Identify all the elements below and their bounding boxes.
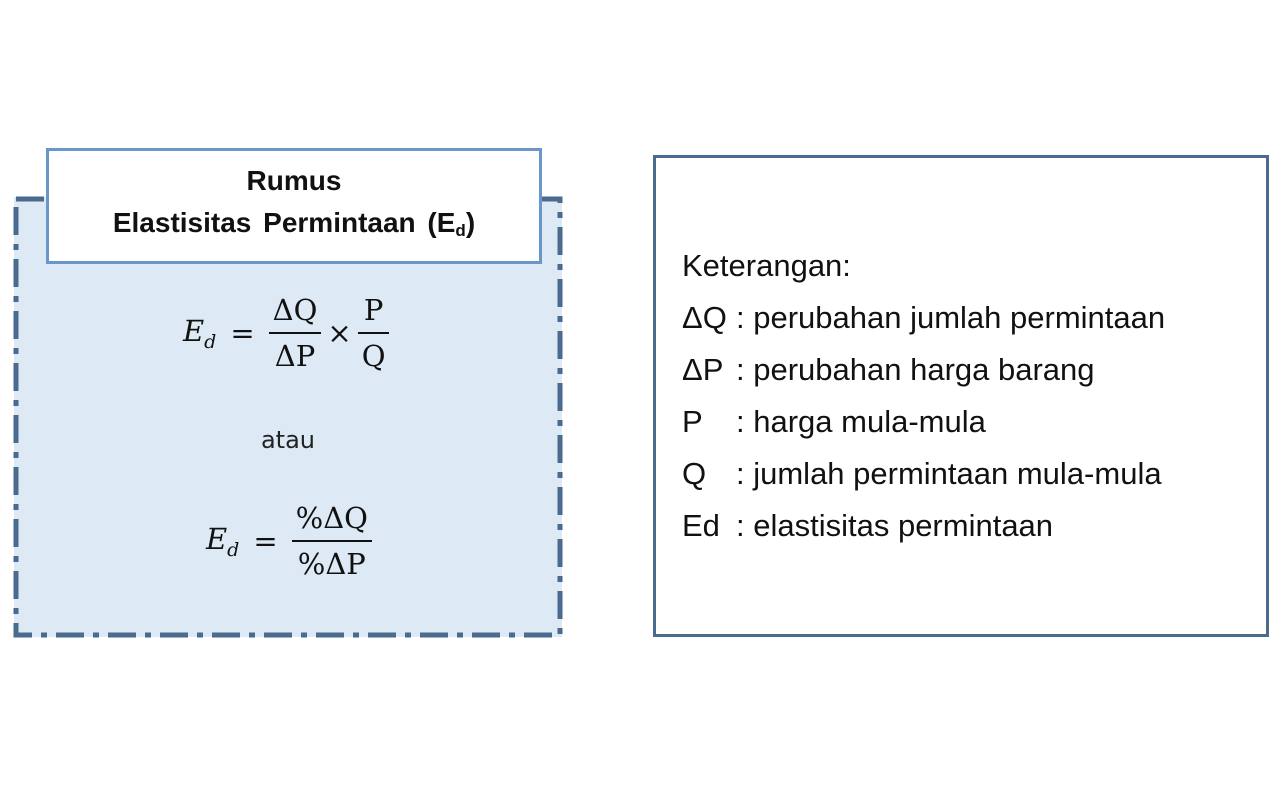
separator-text: atau: [260, 426, 316, 454]
legend-description: : jumlah permintaan mula-mula: [736, 456, 1162, 491]
fraction-bar: [358, 332, 390, 334]
fraction-numerator: P: [363, 293, 384, 327]
fraction-bar: [269, 332, 322, 334]
formula-elasticity: [183, 292, 389, 374]
title-close-paren: ): [465, 207, 476, 238]
fraction-delta-q-over-delta-p: [269, 292, 322, 374]
fraction-numerator: %ΔQ: [295, 501, 368, 535]
legend-symbol: Q: [682, 456, 707, 491]
legend-item: [682, 344, 1165, 396]
fraction-percent-delta: [292, 500, 372, 582]
legend-symbol: ΔP: [682, 352, 724, 387]
lhs-variable: $E_d$: [206, 521, 240, 561]
fraction-p-over-q: [358, 292, 390, 374]
legend-symbol: P: [682, 404, 703, 439]
fraction-numerator: ΔQ: [272, 293, 318, 327]
formula-title-box: [46, 148, 542, 264]
legend-symbol: ΔQ: [682, 300, 727, 335]
title-subscript: d: [455, 221, 466, 240]
fraction-denominator: ΔP: [274, 339, 316, 373]
legend-item: [682, 292, 1165, 344]
times-sign: ×: [327, 316, 352, 350]
lhs-variable: $E_d$: [183, 313, 217, 353]
legend-description: : harga mula-mula: [736, 404, 986, 439]
fraction-bar: [292, 540, 372, 542]
legend-symbol: Ed: [682, 508, 720, 543]
legend-item: [682, 500, 1165, 552]
legend: [682, 240, 1165, 552]
equals-sign: =: [253, 524, 278, 558]
legend-description: : elastisitas permintaan: [736, 508, 1054, 543]
formula-elasticity-percent: [206, 500, 372, 582]
fraction-denominator: Q: [361, 339, 386, 373]
title-line-1: Rumus: [246, 165, 342, 196]
legend-item: [682, 396, 1165, 448]
legend-description: : perubahan harga barang: [736, 352, 1095, 387]
legend-description: : perubahan jumlah permintaan: [736, 300, 1166, 335]
legend-item: [682, 448, 1165, 500]
legend-heading: Keterangan:: [682, 248, 851, 283]
equals-sign: =: [230, 316, 255, 350]
title-line-2-text: Elastisitas Permintaan (E: [112, 207, 456, 238]
fraction-denominator: %ΔP: [297, 547, 366, 581]
title-line-2: [113, 202, 475, 252]
